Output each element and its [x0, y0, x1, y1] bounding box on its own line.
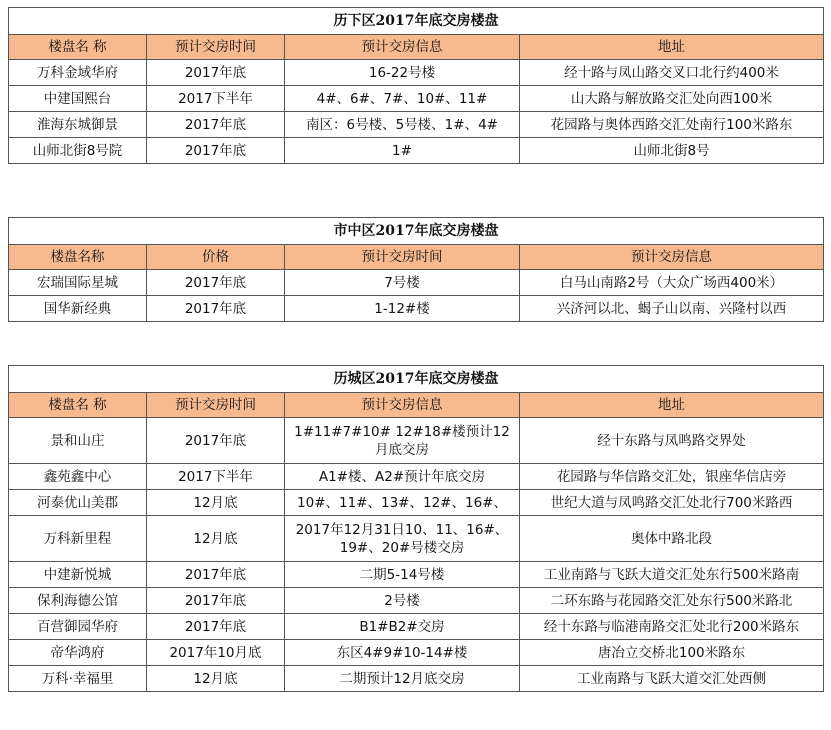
- cell: 工业南路与飞跃大道交汇处东行500米路南: [520, 562, 824, 588]
- cell: 2017年底: [147, 614, 285, 640]
- table-title: 历城区2017年底交房楼盘: [9, 366, 824, 393]
- cell: 2017下半年: [147, 86, 285, 112]
- cell: 二期预计12月底交房: [285, 666, 520, 692]
- cell: 经十东路与凤鸣路交界处: [520, 418, 824, 464]
- table-row: [9, 490, 824, 516]
- header-cell: 地址: [520, 393, 824, 418]
- cell: 2017年底: [147, 418, 285, 464]
- cell: 12月底: [147, 666, 285, 692]
- cell: 10#、11#、13#、12#、16#、: [285, 490, 520, 516]
- cell: B1#B2#交房: [285, 614, 520, 640]
- cell: 万科·幸福里: [9, 666, 147, 692]
- cell: 二环东路与花园路交汇处东行500米路北: [520, 588, 824, 614]
- table-row: [9, 588, 824, 614]
- cell: 2017年底: [147, 562, 285, 588]
- table-row: [9, 614, 824, 640]
- cell: 1#11#7#10# 12#18#楼预计12月底交房: [285, 418, 520, 464]
- header-cell: 预计交房信息: [285, 393, 520, 418]
- cell: 2017年底: [147, 60, 285, 86]
- cell: 白马山南路2号（大众广场西400米）: [520, 270, 824, 296]
- cell: 12月底: [147, 490, 285, 516]
- licheng-table: [8, 365, 824, 692]
- header-cell: 楼盘名 称: [9, 35, 147, 60]
- cell: 2017年10月底: [147, 640, 285, 666]
- cell: 12月底: [147, 516, 285, 562]
- header-cell: 楼盘名 称: [9, 393, 147, 418]
- cell: 花园路与华信路交汇处，银座华信店旁: [520, 464, 824, 490]
- cell: 河泰优山美郡: [9, 490, 147, 516]
- header-row: [9, 35, 824, 60]
- cell: 保利海德公馆: [9, 588, 147, 614]
- table-row: [9, 516, 824, 562]
- cell: 帝华鸿府: [9, 640, 147, 666]
- header-cell: 预计交房信息: [520, 245, 824, 270]
- header-row: [9, 393, 824, 418]
- cell: 2017年底: [147, 138, 285, 164]
- cell: 2017年12月31日10、11、16#、19#、20#号楼交房: [285, 516, 520, 562]
- cell: 2号楼: [285, 588, 520, 614]
- cell: 1-12#楼: [285, 296, 520, 322]
- cell: 南区：6号楼、5号楼、1#、4#: [285, 112, 520, 138]
- cell: 二期5-14号楼: [285, 562, 520, 588]
- table-row: [9, 270, 824, 296]
- cell: 山师北街8号院: [9, 138, 147, 164]
- cell: 景和山庄: [9, 418, 147, 464]
- header-cell: 预计交房时间: [147, 393, 285, 418]
- cell: 工业南路与飞跃大道交汇处西侧: [520, 666, 824, 692]
- header-cell: 楼盘名称: [9, 245, 147, 270]
- header-cell: 地址: [520, 35, 824, 60]
- header-cell: 预计交房信息: [285, 35, 520, 60]
- cell: 兴济河以北、蝎子山以南、兴隆村以西: [520, 296, 824, 322]
- table-row: [9, 562, 824, 588]
- table-row: [9, 112, 824, 138]
- table-row: [9, 138, 824, 164]
- table-row: [9, 640, 824, 666]
- cell: 2017下半年: [147, 464, 285, 490]
- cell: 鑫苑鑫中心: [9, 464, 147, 490]
- cell: 经十东路与临港南路交汇处北行200米路东: [520, 614, 824, 640]
- cell: 中建新悦城: [9, 562, 147, 588]
- cell: 世纪大道与凤鸣路交汇处北行700米路西: [520, 490, 824, 516]
- cell: 中建国熙台: [9, 86, 147, 112]
- cell: 1#: [285, 138, 520, 164]
- cell: 经十路与凤山路交叉口北行约400米: [520, 60, 824, 86]
- cell: 淮海东城御景: [9, 112, 147, 138]
- cell: A1#楼、A2#预计年底交房: [285, 464, 520, 490]
- table-row: [9, 60, 824, 86]
- cell: 国华新经典: [9, 296, 147, 322]
- header-cell: 价格: [147, 245, 285, 270]
- cell: 2017年底: [147, 270, 285, 296]
- cell: 山师北街8号: [520, 138, 824, 164]
- table-row: [9, 296, 824, 322]
- cell: 7号楼: [285, 270, 520, 296]
- lixia-table: [8, 7, 824, 164]
- cell: 2017年底: [147, 112, 285, 138]
- table-row: [9, 666, 824, 692]
- cell: 宏瑞国际星城: [9, 270, 147, 296]
- cell: 花园路与奥体西路交汇处南行100米路东: [520, 112, 824, 138]
- cell: 万科金域华府: [9, 60, 147, 86]
- cell: 唐冶立交桥北100米路东: [520, 640, 824, 666]
- cell: 奥体中路北段: [520, 516, 824, 562]
- cell: 百营御园华府: [9, 614, 147, 640]
- shizhong-table: [8, 217, 824, 322]
- cell: 东区4#9#10-14#楼: [285, 640, 520, 666]
- table-row: [9, 418, 824, 464]
- cell: 4#、6#、7#、10#、11#: [285, 86, 520, 112]
- cell: 山大路与解放路交汇处向西100米: [520, 86, 824, 112]
- table-row: [9, 464, 824, 490]
- header-row: [9, 245, 824, 270]
- header-cell: 预计交房时间: [285, 245, 520, 270]
- table-row: [9, 86, 824, 112]
- header-cell: 预计交房时间: [147, 35, 285, 60]
- cell: 2017年底: [147, 588, 285, 614]
- cell: 16-22号楼: [285, 60, 520, 86]
- cell: 2017年底: [147, 296, 285, 322]
- cell: 万科新里程: [9, 516, 147, 562]
- table-title: 市中区2017年底交房楼盘: [9, 218, 824, 245]
- table-title: 历下区2017年底交房楼盘: [9, 8, 824, 35]
